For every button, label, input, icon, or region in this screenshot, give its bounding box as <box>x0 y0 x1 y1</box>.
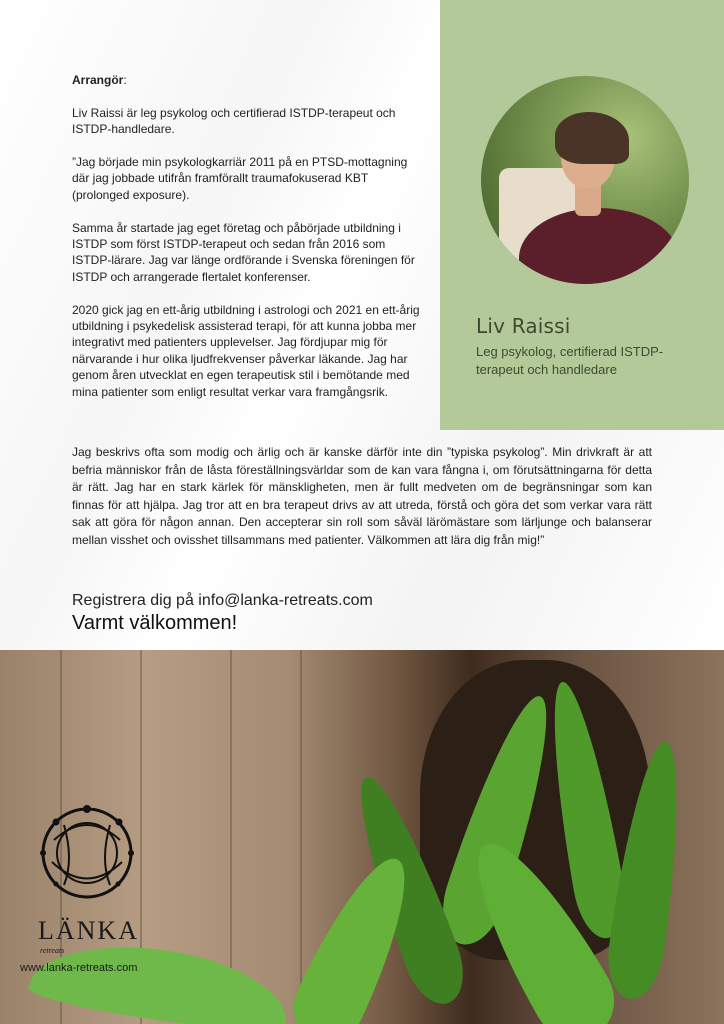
website-link[interactable]: www.lanka-retreats.com <box>20 962 138 974</box>
portrait-photo <box>481 76 689 284</box>
logo-wordmark: LÄNKA <box>38 916 139 945</box>
organizer-section <box>72 72 424 416</box>
bio-paragraph: Jag beskrivs ofta som modig och ärlig och är kanske därför inte din ”typiska psykolog”. Min drivkraft är att befria människor från de låsta föreställningsvärldar som de kan vara fångna i, om förutsättningarna för detta är rätt. Jag har en stark kärlek för mänskligheten, men är fullt medveten om de begränsningar som kan finnas för att hjälpa. Jag tror att en bra terapeut drivs av att utreda, förstå och göra det som verkar vara rätt sak att göra för någon annan. Den accepterar sin roll som såväl lärömästare som lärljunge och balanserar mellan visshet och ovisshet tillsammans med patienter. Välkommen att lära dig från mig!” <box>72 445 652 547</box>
organizer-heading-colon: : <box>123 73 127 87</box>
fern-frond <box>26 932 293 1024</box>
profile-role: Leg psykolog, certifierad ISTDP-terapeut och handledare <box>476 344 664 377</box>
organizer-paragraph-1: Liv Raissi är leg psykolog och certifierad ISTDP-terapeut och ISTDP-handledare. <box>72 105 396 137</box>
wood-grain-line <box>300 650 302 1024</box>
lanka-logo-icon <box>34 800 140 906</box>
profile-name: Liv Raissi <box>476 314 571 338</box>
organizer-paragraph-4: 2020 gick jag en ett-årig utbildning i astrologi och 2021 en ett-årig utbildning i psykedelisk assisterad terapi, för att kunna jobba mer integrativt med patienters upplevelser. Jag fördjupar mig för närvarande i hur olika ljudfrekvenser påverkar läkande. Jag har genom åren utvecklat en egen terapeutisk stil i bemötande med mina patienter som enligt resultat verkar vara framgångsrik. <box>72 302 420 399</box>
portrait-hair <box>555 112 629 164</box>
welcome-line: Varmt välkommen! <box>72 612 238 634</box>
register-line: Registrera dig på info@lanka-retreats.com <box>72 592 373 609</box>
organizer-paragraph-3: Samma år startade jag eget företag och påbörjade utbildning i ISTDP som först ISTDP-terapeut och sedan från 2016 som ISTDP-lärare. Jag var länge ordförande i Svenska föreningen för ISTDP och arrangerade flertalet konferenser. <box>72 220 415 284</box>
logo-tagline: retreats <box>40 946 65 955</box>
organizer-heading-line <box>72 72 424 88</box>
organizer-heading: Arrangör <box>72 73 124 87</box>
organizer-paragraph-2: ”Jag började min psykologkarriär 2011 på en PTSD-mottagning där jag jobbade utifrån framförallt traumafokuserad KBT (prolonged exposure). <box>72 155 408 202</box>
